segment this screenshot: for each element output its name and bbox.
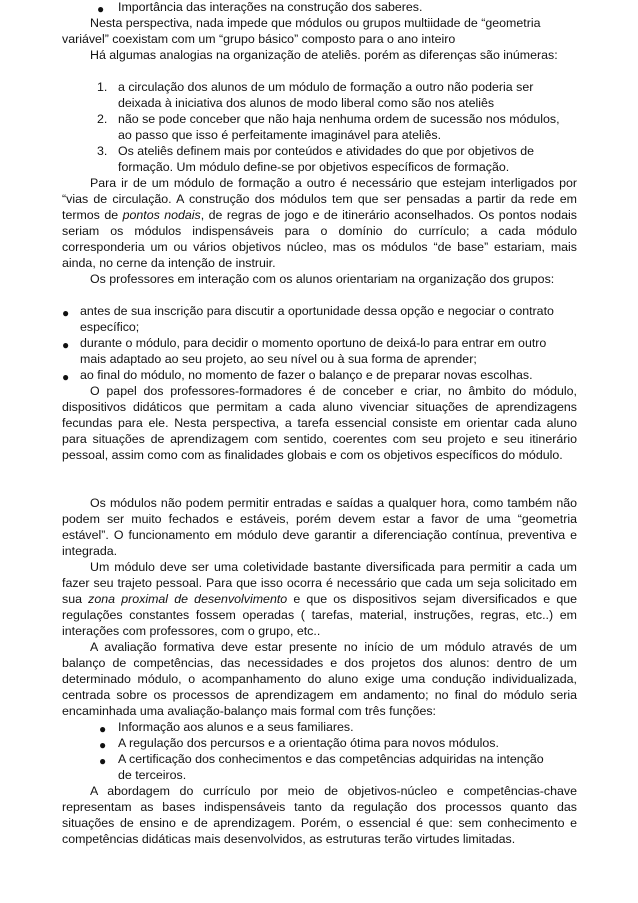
bullet-item-text: antes de sua inscrição para discutir a oportunidade dessa opção e negociar o contrato <box>80 304 554 318</box>
list-item-text: formação. Um módulo define-se por objetivos específicos de formação. <box>118 160 510 174</box>
paragraph-4: Os professores em interação com os alunos orientariam na organização dos grupos: <box>90 272 555 286</box>
paragraph-8: A avaliação formativa deve estar presente no início de um módulo através de um balanço de competências, das necessidades e dos projetos dos alunos: dentro de um determinado módulo, o acompanhamento do aluno exige uma condução individualizada, centrada sobre os processos de aprendizagem em andamento; no final do módulo seria encaminhada uma avaliação-balanço mais formal com três funções: <box>62 640 577 718</box>
list-item-text: Os ateliês definem mais por conteúdos e atividades do que por objetivos de <box>118 144 535 158</box>
list-number: 3. <box>97 144 108 158</box>
bullet-icon: ● <box>97 2 105 16</box>
bullet-item-text: A certificação dos conhecimentos e das competências adquiridas na intenção <box>118 752 544 766</box>
paragraph-7 <box>62 560 577 640</box>
list-item-text: ao passo que isso é perfeitamente imaginável para ateliês. <box>118 128 442 142</box>
paragraph-3-part-a: Para ir de um módulo de formação a outro é necessário que estejam interligados por “vias de circulação. A construção dos módulos tem que ser pensadas a partir da rede em termos de <box>62 176 577 222</box>
bullet-item-text: A regulação dos percursos e a orientação ótima para novos módulos. <box>118 736 499 750</box>
paragraph-2: Há algumas analogias na organização de ateliês. porém as diferenças são inúmeras: <box>90 48 558 62</box>
intro-bullet-text: Importância das interações na construção dos saberes. <box>118 0 423 14</box>
list-number: 1. <box>97 80 108 94</box>
paragraph-5: O papel dos professores-formadores é de conceber e criar, no âmbito do módulo, dispositivos didáticos que permitam a cada aluno vivenciar situações de aprendizagens fecundas para ele. Nesta perspectiva, a tarefa essencial consiste em orientar cada aluno para situações de aprendizagem com sentido, coerentes com seu projeto e seu itinerário pessoal, assim como com as finalidades globais e com os objetivos específicos do módulo. <box>62 384 577 462</box>
paragraph-6: Os módulos não podem permitir entradas e saídas a qualquer hora, como também não podem ser muito fechados e estáveis, porém devem estar a favor de uma “geometria estável”. O funcionamento em módulo deve garantir a diferenciação contínua, preventiva e integrada. <box>62 496 577 558</box>
bullet-icon: ● <box>99 722 107 736</box>
emphasis-pontos-nodais: pontos nodais <box>122 207 201 222</box>
bullet-item-text: de terceiros. <box>118 768 187 782</box>
paragraph-9: A abordagem do currículo por meio de objetivos-núcleo e competências-chave representam as bases indispensáveis tanto da regulação dos processos quanto das situações de ensino e de aprendizagem. Porém, o essencial é que: sem conhecimento e competências didáticas mais desenvolvidos, as estruturas terão virtudes limitadas. <box>62 784 577 846</box>
bullet-item-text: ao final do módulo, no momento de fazer o balanço e de preparar novas escolhas. <box>80 368 533 382</box>
list-item-text: a circulação dos alunos de um módulo de formação a outro não poderia ser <box>118 80 534 94</box>
bullet-icon: ● <box>99 738 107 752</box>
bullet-item-text: específico; <box>80 320 140 334</box>
paragraph-7-part-b: e que os dispositivos sejam diversificados e que regulações constantes fossem operadas ( tarefas, material, instruções, regras, etc..) em interações com professores, com o grupo, etc.. <box>62 591 577 638</box>
bullet-icon: ● <box>99 754 107 768</box>
paragraph-3-part-b: , de regras de jogo e de itinerário aconselhados. Os pontos nodais seriam os módulos indispensáveis para o domínio do currículo; a cada módulo corresponderia um ou vários objetivos núcleo, mas os módulos “de base” estariam, mais ainda, no cerne da intenção de instruir. <box>62 207 577 270</box>
paragraph-7-part-a: Um módulo deve ser uma coletividade bastante diversificada para permitir a cada um fazer seu trajeto pessoal. Para que isso ocorra é necessário que cada um seja solicitado em sua <box>62 560 577 606</box>
bullet-item-text: Informação aos alunos e a seus familiares. <box>118 720 354 734</box>
list-item-text: deixada à iniciativa dos alunos de modo liberal como são nos ateliês <box>118 96 495 110</box>
paragraph-1: Nesta perspectiva, nada impede que módulos ou grupos multiidade de “geometria variável” coexistam com um “grupo básico” composto para o ano inteiro <box>62 16 541 46</box>
bullet-icon: ● <box>62 338 70 352</box>
bullet-icon: ● <box>62 306 70 320</box>
list-item-text: não se pode conceber que não haja nenhuma ordem de sucessão nos módulos, <box>118 112 560 126</box>
bullet-item-text: mais adaptado ao seu projeto, ao seu nível ou à sua forma de aprender; <box>80 352 477 366</box>
emphasis-zona-proximal: zona proximal de desenvolvimento <box>88 591 288 606</box>
bullet-item-text: durante o módulo, para decidir o momento oportuno de deixá-lo para entrar em outro <box>80 336 547 350</box>
list-number: 2. <box>97 112 108 126</box>
paragraph-3 <box>62 176 577 271</box>
bullet-icon: ● <box>62 370 70 384</box>
